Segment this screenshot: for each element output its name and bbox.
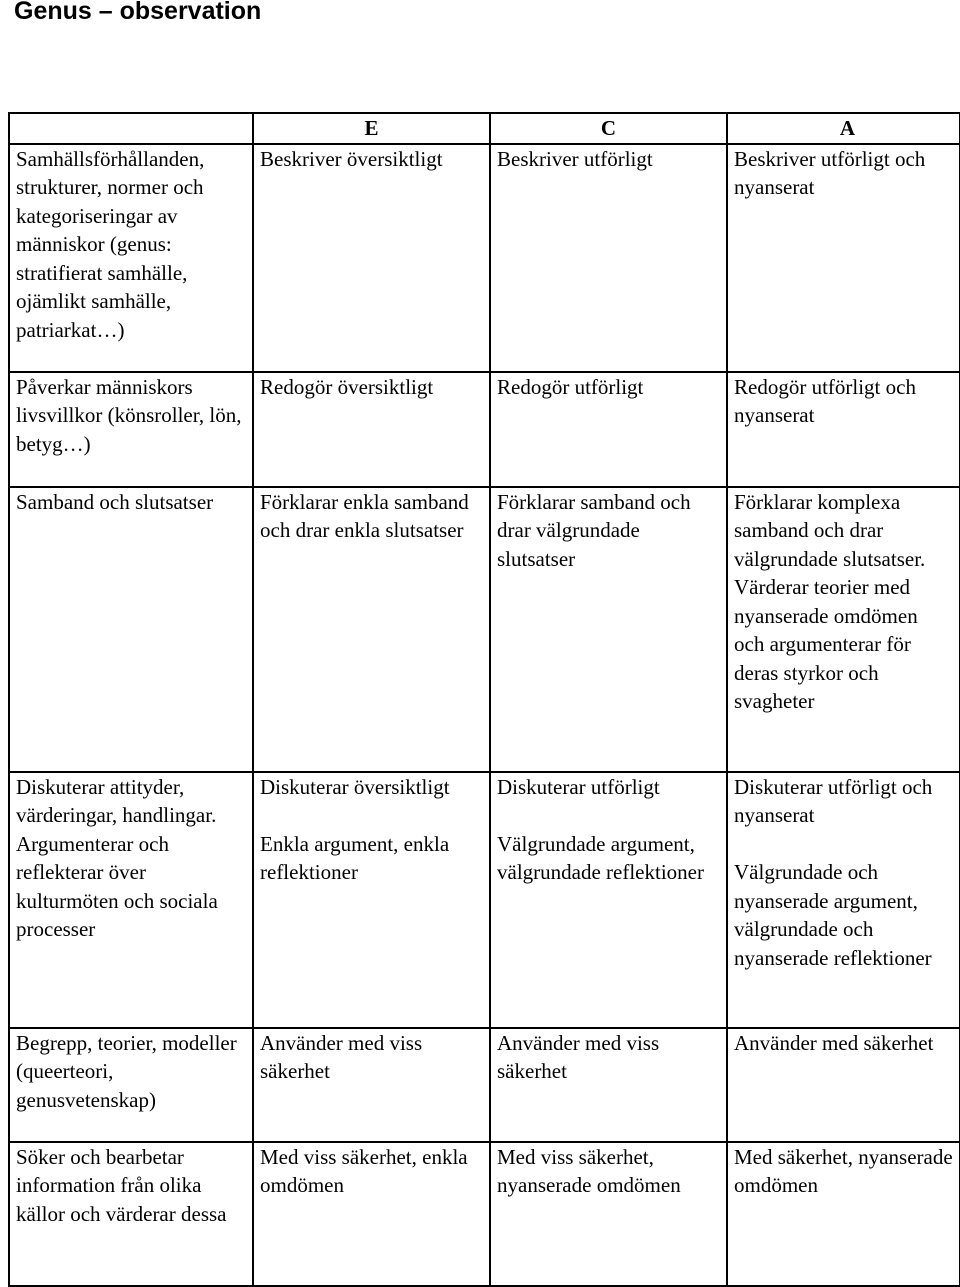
grade-a-cell: Med säkerhet, nyanserade omdömen [727, 1142, 960, 1286]
header-row [9, 113, 960, 144]
grade-e-cell: Förklarar enkla samband och drar enkla slutsatser [253, 487, 490, 772]
grade-e-cell: Redogör översiktligt [253, 372, 490, 487]
table-row [9, 487, 960, 772]
criterion-cell: Samhällsförhållanden, strukturer, normer och kategoriseringar av människor (genus: stratifierat samhälle, ojämlikt samhälle, patriarkat…) [9, 144, 253, 372]
table-row [9, 372, 960, 487]
header-grade-e: E [253, 113, 490, 144]
grade-c-cell: Redogör utförligt [490, 372, 727, 487]
grade-c-cell [490, 772, 727, 1028]
grade-a-cell: Redogör utförligt och nyanserat [727, 372, 960, 487]
criterion-cell: Söker och bearbetar information från olika källor och värderar dessa [9, 1142, 253, 1286]
table-row [9, 144, 960, 372]
table-row [9, 1142, 960, 1286]
argument-level: Välgrundade och nyanserade argument, välgrundade och nyanserade reflektioner [734, 860, 932, 970]
grade-a-cell: Använder med säkerhet [727, 1028, 960, 1142]
grade-a-cell [727, 772, 960, 1028]
table-row [9, 1028, 960, 1142]
discussion-level: Diskuterar utförligt [497, 774, 660, 799]
header-grade-a: A [727, 113, 960, 144]
grade-c-cell: Använder med viss säkerhet [490, 1028, 727, 1142]
criterion-cell: Begrepp, teorier, modeller (queerteori, genusvetenskap) [9, 1028, 253, 1142]
grade-e-cell: Med viss säkerhet, enkla omdömen [253, 1142, 490, 1286]
assessment-matrix [8, 112, 960, 1287]
criterion-cell: Påverkar människors livsvillkor (könsroller, lön, betyg…) [9, 372, 253, 487]
discussion-level: Diskuterar utförligt och nyanserat [734, 774, 933, 827]
argument-level: Enkla argument, enkla reflektioner [260, 831, 450, 884]
grade-e-cell: Använder med viss säkerhet [253, 1028, 490, 1142]
grade-c-cell: Med viss säkerhet, nyanserade omdömen [490, 1142, 727, 1286]
grade-a-cell: Förklarar komplexa samband och drar välgrundade slutsatser. Värderar teorier med nyanserade omdömen och argumenterar för deras styrkor och svagheter [727, 487, 960, 772]
argument-level: Välgrundade argument, välgrundade reflektioner [497, 831, 704, 884]
header-grade-c: C [490, 113, 727, 144]
grade-c-cell: Beskriver utförligt [490, 144, 727, 372]
grade-e-cell [253, 772, 490, 1028]
grade-c-cell: Förklarar samband och drar välgrundade slutsatser [490, 487, 727, 772]
grade-a-cell: Beskriver utförligt och nyanserat [727, 144, 960, 372]
discussion-level: Diskuterar översiktligt [260, 774, 450, 799]
grade-e-cell: Beskriver översiktligt [253, 144, 490, 372]
header-criterion [9, 113, 253, 144]
page-title: Genus – observation [14, 0, 262, 25]
table-row [9, 772, 960, 1028]
criterion-cell: Diskuterar attityder, värderingar, handlingar. Argumenterar och reflekterar över kulturmöten och sociala processer [9, 772, 253, 1028]
criterion-cell: Samband och slutsatser [9, 487, 253, 772]
